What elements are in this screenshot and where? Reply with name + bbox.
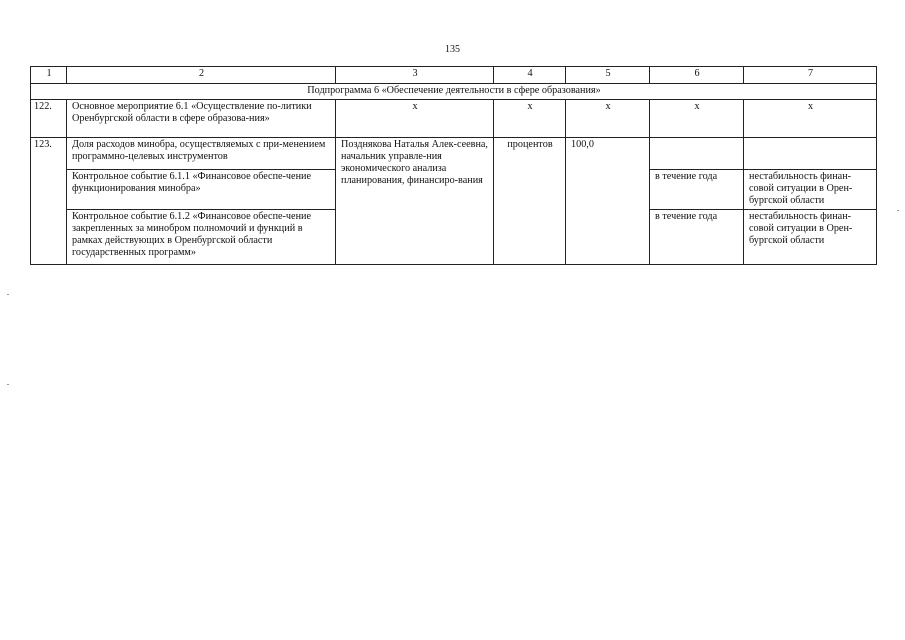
row-number: 123. (31, 138, 67, 265)
column-header: 2 (67, 67, 336, 84)
control-event-name: Контрольное событие 6.1.1 «Финансовое обеспе-чение функционирования минобра» (67, 170, 336, 210)
column-header: 1 (31, 67, 67, 84)
column-header: 7 (744, 67, 877, 84)
value-cell: x (566, 100, 650, 138)
risk-cell: нестабильность финан-совой ситуации в Орен-бургской области (744, 170, 877, 210)
unit-cell: x (494, 100, 566, 138)
header-row (31, 67, 877, 84)
column-header: 3 (336, 67, 494, 84)
risk-cell (744, 138, 877, 170)
subprogram-title: Подпрограмма 6 «Обеспечение деятельности в сфере образования» (31, 84, 877, 100)
value-cell: 100,0 (566, 138, 650, 265)
term-cell (650, 138, 744, 170)
plan-table (30, 66, 877, 265)
control-event-name: Контрольное событие 6.1.2 «Финансовое обеспе-чение закрепленных за минобром полномочий и функций в рамках действующих в Оренбургской области государственных программ» (67, 210, 336, 265)
page-number: 135 (445, 44, 460, 55)
risk-cell: нестабильность финан-совой ситуации в Орен-бургской области (744, 210, 877, 265)
risk-cell: x (744, 100, 877, 138)
row-number: 122. (31, 100, 67, 138)
column-header: 6 (650, 67, 744, 84)
table-row (31, 100, 877, 138)
activity-name: Основное мероприятие 6.1 «Осуществление по-литики Оренбургской области в сфере образова-ния» (67, 100, 336, 138)
column-header: 4 (494, 67, 566, 84)
term-cell: в течение года (650, 210, 744, 265)
table-row (31, 138, 877, 170)
scan-speck (7, 384, 9, 385)
subprogram-row (31, 84, 877, 100)
term-cell: x (650, 100, 744, 138)
indicator-name: Доля расходов минобра, осуществляемых с при-менением программно-целевых инструментов (67, 138, 336, 170)
term-cell: в течение года (650, 170, 744, 210)
unit-cell: процентов (494, 138, 566, 265)
scan-speck (897, 210, 899, 211)
column-header: 5 (566, 67, 650, 84)
responsible-cell: x (336, 100, 494, 138)
responsible-cell: Позднякова Наталья Алек-сеевна, начальник управле-ния экономического анализа планирования, финансиро-вания (336, 138, 494, 265)
scan-speck (7, 294, 9, 295)
